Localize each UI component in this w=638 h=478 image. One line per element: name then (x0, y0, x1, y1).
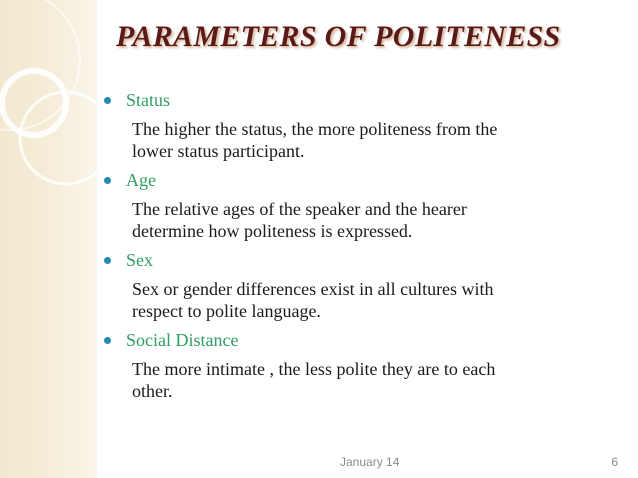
bullet-icon (104, 177, 111, 184)
list-item-social-distance (104, 328, 604, 402)
description-line: The more intimate , the less polite they are to each (132, 359, 496, 379)
item-heading: Sex (126, 250, 153, 270)
item-heading: Age (126, 170, 156, 190)
item-description (104, 358, 604, 402)
item-description (104, 198, 604, 242)
description-line: other. (132, 381, 173, 401)
decorative-side-panel (0, 0, 97, 478)
item-heading: Social Distance (126, 330, 239, 350)
list-item-sex (104, 248, 604, 322)
item-description (104, 118, 604, 162)
bullet-list (104, 88, 604, 408)
bullet-icon (104, 257, 111, 264)
slide-title: PARAMETERS OF POLITENESS (116, 20, 561, 53)
item-heading: Status (126, 90, 171, 110)
page-number: 6 (611, 455, 618, 469)
item-description (104, 278, 604, 322)
description-line: Sex or gender differences exist in all cultures with (132, 279, 494, 299)
list-item-age (104, 168, 604, 242)
description-line: lower status participant. (132, 141, 305, 161)
description-line: respect to polite language. (132, 301, 321, 321)
bullet-icon (104, 337, 111, 344)
footer-date: January 14 (340, 455, 400, 469)
description-line: The higher the status, the more politeness from the (132, 119, 498, 139)
description-line: determine how politeness is expressed. (132, 221, 413, 241)
description-line: The relative ages of the speaker and the hearer (132, 199, 467, 219)
decorative-circles (0, 0, 97, 478)
list-item-status (104, 88, 604, 162)
bullet-icon (104, 97, 111, 104)
